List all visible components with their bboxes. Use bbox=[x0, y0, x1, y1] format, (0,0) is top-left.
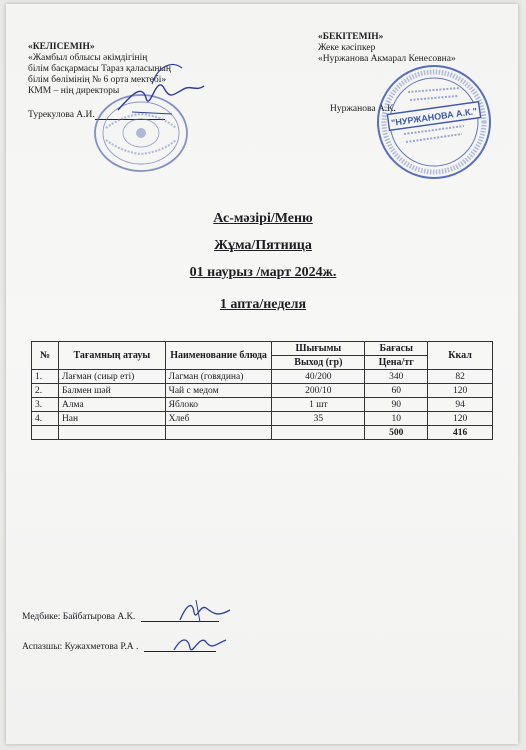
header-num: № bbox=[32, 342, 59, 370]
cell-name-ru: Хлеб bbox=[165, 412, 272, 426]
approval-left-signer: Турекулова А.И. bbox=[28, 110, 95, 120]
stamp-right-text: "НУРЖАНОВА А.К." bbox=[390, 106, 478, 128]
header-output-ru: Выход (гр) bbox=[272, 356, 365, 370]
cell-empty bbox=[58, 426, 165, 440]
cell-name-kz: Лағман (сиыр еті) bbox=[58, 370, 165, 384]
header-name-kz: Тағамның атауы bbox=[58, 342, 165, 370]
signature-left bbox=[112, 54, 212, 124]
cell-num: 1. bbox=[32, 370, 59, 384]
cell-output: 40/200 bbox=[272, 370, 365, 384]
approval-right bbox=[318, 32, 508, 65]
cook-label: Аспазшы: Кужахметова Р.А . bbox=[22, 642, 139, 652]
cell-kcal: 94 bbox=[428, 398, 493, 412]
table-header-row bbox=[32, 342, 493, 356]
approval-left-line2: білім басқармасы Тараз қаласының bbox=[28, 64, 171, 74]
table-row bbox=[32, 398, 493, 412]
total-kcal: 416 bbox=[428, 426, 493, 440]
cell-name-kz: Балмен шәй bbox=[58, 384, 165, 398]
cell-price: 60 bbox=[365, 384, 428, 398]
header-price-kz: Бағасы bbox=[365, 342, 428, 356]
menu-title: Ас-мәзірі/Меню bbox=[213, 211, 313, 226]
header-output-kz: Шығымы bbox=[272, 342, 365, 356]
menu-table bbox=[31, 341, 493, 440]
week-title: 1 апта/неделя bbox=[219, 297, 307, 312]
cell-num: 4. bbox=[32, 412, 59, 426]
weekday-title: Жұма/Пятница bbox=[214, 238, 312, 253]
cell-name-kz: Алма bbox=[58, 398, 165, 412]
cell-kcal: 120 bbox=[428, 384, 493, 398]
cell-kcal: 120 bbox=[428, 412, 493, 426]
cell-name-kz: Нан bbox=[58, 412, 165, 426]
nurse-label: Медбике: Байбатырова А.К. bbox=[22, 612, 136, 622]
header-price-ru: Цена/тг bbox=[365, 356, 428, 370]
cell-num: 3. bbox=[32, 398, 59, 412]
approval-right-line1: Жеке кәсіпкер bbox=[318, 43, 376, 53]
cell-name-ru: Яблоко bbox=[165, 398, 272, 412]
cell-price: 10 bbox=[365, 412, 428, 426]
cell-output: 1 шт bbox=[272, 398, 365, 412]
table-row bbox=[32, 384, 493, 398]
approval-left-line4: КММ – нің директоры bbox=[28, 86, 120, 96]
cell-price: 90 bbox=[365, 398, 428, 412]
cell-name-ru: Чай с медом bbox=[165, 384, 272, 398]
table-row bbox=[32, 412, 493, 426]
signature-cook bbox=[170, 630, 230, 658]
cell-price: 340 bbox=[365, 370, 428, 384]
cell-output: 200/10 bbox=[272, 384, 365, 398]
cell-empty bbox=[32, 426, 59, 440]
approval-left-line1: «Жамбыл облысы әкімдігінің bbox=[28, 53, 148, 63]
total-price: 500 bbox=[365, 426, 428, 440]
cell-empty bbox=[272, 426, 365, 440]
approval-right-heading: «БЕКІТЕМІН» bbox=[318, 32, 384, 42]
cell-output: 35 bbox=[272, 412, 365, 426]
approval-left-line3: білім бөлімінің № 6 орта мектебі» bbox=[28, 75, 167, 85]
header-kcal: Ккал bbox=[428, 342, 493, 370]
cell-num: 2. bbox=[32, 384, 59, 398]
table-row bbox=[32, 370, 493, 384]
date-title: 01 наурыз /март 2024ж. bbox=[189, 265, 337, 280]
signature-nurse bbox=[176, 596, 236, 626]
approval-right-signer: Нуржанова А.К. bbox=[330, 104, 396, 114]
approval-left-heading: «КЕЛІСЕМІН» bbox=[28, 42, 95, 52]
header-name-ru: Наименование блюда bbox=[165, 342, 272, 370]
cell-kcal: 82 bbox=[428, 370, 493, 384]
seal-stamp-right bbox=[374, 62, 494, 182]
cell-name-ru: Лагман (говядина) bbox=[165, 370, 272, 384]
table-total-row bbox=[32, 426, 493, 440]
approval-right-line2: «Нуржанова Акмарал Кенесовна» bbox=[318, 54, 456, 64]
cell-empty bbox=[165, 426, 272, 440]
